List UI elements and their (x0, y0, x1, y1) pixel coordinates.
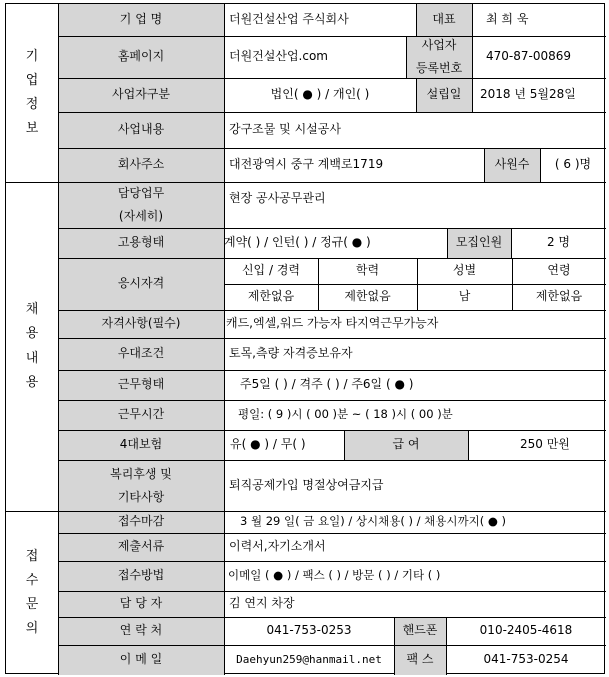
row-line (58, 370, 606, 371)
section-recruit-label (6, 182, 58, 511)
preference-value: 토목,측량 자격증보유자 (229, 346, 353, 361)
qual-value-gender: 남 (458, 289, 471, 304)
row-line (58, 112, 606, 113)
address-value: 대전광역시 중구 계백로1719 (229, 157, 384, 172)
cell-divider (318, 258, 319, 310)
regno-value: 470-87-00869 (486, 49, 572, 64)
row-line (58, 400, 606, 401)
section-char: 보 (25, 121, 39, 137)
section-company-label (6, 4, 58, 182)
founded-label: 설립일 (416, 78, 472, 112)
qual-header-age: 연령 (547, 263, 571, 278)
welfare-value: 퇴직공제가입 명절상여금지급 (229, 477, 384, 492)
duty-value: 현장 공사공무관리 (229, 191, 326, 205)
row-line (58, 561, 606, 562)
insurance-value[interactable]: 유( ● ) / 무( ) (230, 437, 306, 452)
row-line (58, 228, 606, 229)
business-type-label: 사업자구분 (58, 78, 224, 112)
section-char: 접 (25, 548, 39, 564)
qual-header-education: 학력 (355, 263, 380, 278)
insurance-label: 4대보험 (58, 430, 224, 460)
welfare-label-line2: 기타사항 (117, 489, 165, 504)
cell-divider (344, 430, 345, 460)
row-line (58, 591, 606, 592)
cell-divider (484, 148, 485, 182)
qual-value-education: 제한없음 (344, 289, 391, 304)
row-line (58, 645, 606, 646)
section-char: 내 (25, 350, 39, 366)
cell-divider (417, 258, 418, 310)
qual-header-career: 신입 / 경력 (241, 263, 301, 278)
deadline-label: 접수마감 (58, 511, 224, 533)
qual-value-career: 제한없음 (247, 289, 295, 304)
business-type-value[interactable]: 법인( ● ) / 개인( ) (270, 87, 370, 102)
certificate-value: 캐드,엑셀,워드 가능자 타지역근무가능자 (226, 316, 439, 331)
company-name-label: 기 업 명 (58, 4, 224, 36)
row-line (58, 310, 606, 311)
email-label: 이 메 일 (58, 645, 224, 675)
section-char: 의 (25, 621, 39, 637)
homepage-label: 홈페이지 (58, 36, 224, 78)
work-hours-label: 근무시간 (58, 400, 224, 430)
section-char: 문 (25, 597, 39, 612)
label-divider (224, 4, 225, 675)
duty-label-line1: 담당업무 (117, 186, 165, 201)
salary-value: 250 만원 (520, 437, 570, 452)
section-char: 채 (25, 302, 39, 318)
duty-label (58, 182, 224, 228)
company-name-value: 더원건설산업 주식회사 (229, 12, 349, 27)
section-apply-label (6, 511, 58, 675)
row-line (58, 258, 606, 259)
cell-divider (472, 4, 473, 112)
row-line (224, 284, 606, 285)
cell-divider (512, 258, 513, 310)
section-char: 용 (25, 326, 39, 342)
method-label: 접수방법 (58, 561, 224, 591)
section-char: 정 (25, 97, 39, 112)
section-separator (6, 511, 606, 512)
qualification-label: 응시자격 (58, 258, 224, 310)
mobile-label: 핸드폰 (394, 617, 446, 645)
section-char: 용 (25, 374, 39, 390)
certificate-label: 자격사항(필수) (58, 310, 224, 338)
row-line (58, 533, 606, 534)
cell-divider (416, 4, 417, 36)
employees-label: 사원수 (484, 148, 540, 182)
row-line (58, 460, 606, 461)
employees-value: ( 6 )명 (554, 157, 592, 172)
row-line (58, 430, 606, 431)
cell-divider (416, 78, 417, 112)
row-line (58, 148, 606, 149)
section-separator (6, 182, 606, 183)
qual-value-age: 제한없음 (535, 289, 583, 304)
row-line (58, 78, 606, 79)
qual-header-gender: 성별 (452, 263, 477, 278)
welfare-label-line1: 복리후생 및 (110, 466, 172, 481)
regno-label-line1: 사업자 (421, 38, 457, 53)
row-line (58, 617, 606, 618)
job-posting-form (5, 3, 605, 674)
homepage-value[interactable]: 더원건설산업.com (229, 49, 328, 64)
documents-label: 제출서류 (58, 533, 224, 561)
business-content-value: 강구조물 및 시설공사 (229, 122, 341, 137)
employment-type-label: 고용형태 (58, 228, 224, 258)
ceo-label: 대표 (416, 4, 472, 36)
email-value[interactable]: Daehyun259@hanmail.net (236, 652, 382, 666)
manager-label: 담 당 자 (58, 591, 224, 617)
documents-value: 이력서,자기소개서 (229, 539, 326, 554)
ceo-value: 최 희 욱 (486, 12, 529, 27)
section-char: 업 (25, 72, 39, 88)
address-label: 회사주소 (58, 148, 224, 182)
cell-divider (511, 228, 512, 258)
fax-value: 041-753-0254 (483, 652, 569, 667)
cell-divider (468, 430, 469, 460)
mobile-value: 010-2405-4618 (479, 623, 573, 638)
preference-label: 우대조건 (58, 338, 224, 370)
cell-divider (446, 617, 447, 675)
regno-label (406, 36, 472, 78)
deadline-value[interactable]: 3 월 29 일( 금 요일) / 상시채용( ) / 채용시까지( ● ) (240, 514, 507, 529)
headcount-value: 2 명 (546, 235, 571, 250)
work-type-label: 근무형태 (58, 370, 224, 400)
cell-divider (394, 617, 395, 675)
work-hours-value: 평일: ( 9 )시 ( 00 )분 ~ ( 18 )시 ( 00 )분 (238, 407, 453, 422)
section-char: 기 (25, 48, 39, 64)
section-char: 수 (25, 572, 39, 588)
salary-label: 급 여 (344, 430, 468, 460)
row-line (58, 36, 606, 37)
cell-divider (447, 228, 448, 258)
regno-label-line2: 등록번호 (415, 61, 463, 75)
business-content-label: 사업내용 (58, 112, 224, 148)
work-type-value[interactable]: 주5일 ( ) / 격주 ( ) / 주6일 ( ● ) (240, 377, 414, 392)
phone-value: 041-753-0253 (266, 623, 352, 638)
method-value[interactable]: 이메일 ( ● ) / 팩스 ( ) / 방문 ( ) / 기타 ( ) (228, 568, 441, 583)
fax-label: 팩 스 (394, 645, 446, 675)
headcount-label: 모집인원 (447, 228, 511, 258)
section-divider (58, 4, 59, 675)
founded-value: 2018 년 5월28일 (480, 87, 576, 102)
phone-label: 연 락 처 (58, 617, 224, 645)
welfare-label (58, 460, 224, 511)
row-line (58, 338, 606, 339)
employment-type-value[interactable]: 계약( ) / 인턴( ) / 정규( ● ) (224, 235, 371, 250)
cell-divider (540, 148, 541, 182)
duty-label-line2: (자세히) (118, 209, 164, 223)
cell-divider (406, 36, 407, 78)
manager-value: 김 연지 차장 (229, 596, 295, 611)
